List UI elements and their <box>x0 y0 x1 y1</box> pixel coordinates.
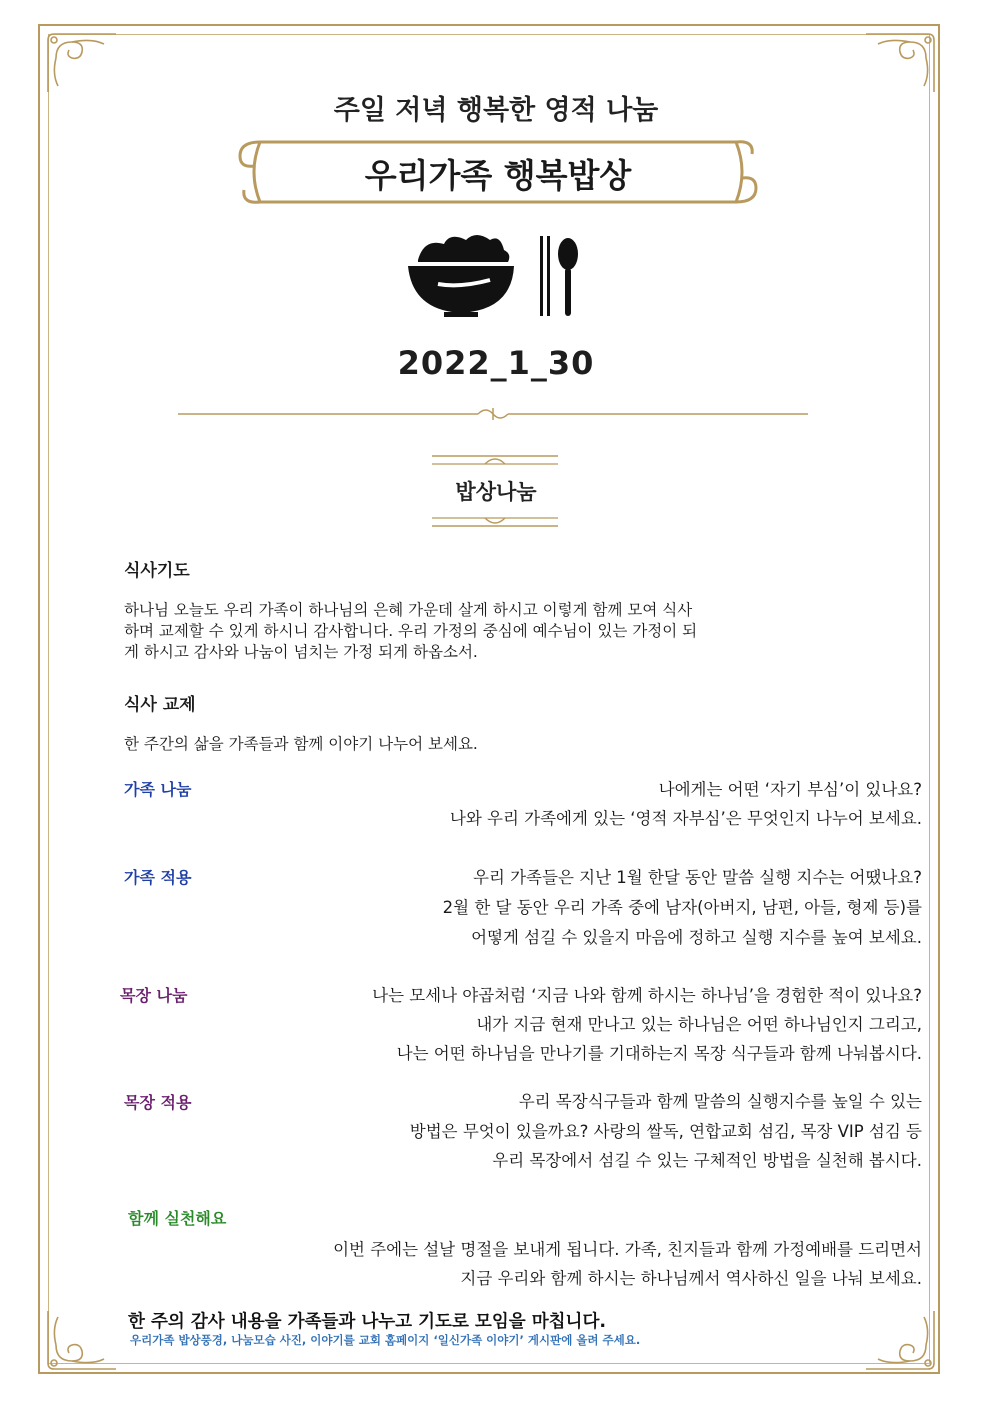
cell-apply-line: 우리 목장식구들과 함께 말씀의 실행지수를 높일 수 있는 <box>518 1092 922 1111</box>
chopsticks-icon <box>540 236 550 316</box>
corner-ornament-icon <box>42 1305 122 1375</box>
family-apply-line: 우리 가족들은 지난 1월 한달 동안 말씀 실행 지수는 어땠나요? <box>473 868 922 887</box>
footer-note: 우리가족 밥상풍경, 나눔모습 사진, 이야기를 교회 홈페이지 ‘일신가족 이야기’ 게시판에 올려 주세요. <box>130 1333 641 1347</box>
family-share-line: 나에게는 어떤 ‘자기 부심’이 있나요? <box>658 780 922 799</box>
prayer-line: 하며 교제할 수 있게 하시니 감사합니다. 우리 가정의 중심에 예수님이 있는 가정이 되 <box>124 622 698 640</box>
prayer-text <box>124 600 869 663</box>
family-share-line: 나와 우리 가족에게 있는 ‘영적 자부심’은 무엇인지 나누어 보세요. <box>449 809 922 828</box>
family-apply-label: 가족 적용 <box>124 868 192 887</box>
divider-ornament-icon <box>430 452 560 468</box>
prayer-heading: 식사기도 <box>124 561 190 581</box>
practice-line: 이번 주에는 설날 명절을 보내게 됩니다. 가족, 친지들과 함께 가정예배를 드리면서 <box>333 1240 922 1259</box>
cell-share-label: 목장 나눔 <box>120 986 188 1005</box>
fellowship-intro: 한 주간의 삶을 가족들과 함께 이야기 나누어 보세요. <box>124 735 478 753</box>
spoon-icon <box>558 238 578 316</box>
corner-ornament-icon <box>860 1305 940 1375</box>
divider-ornament-icon <box>430 514 560 530</box>
cell-share-line: 나는 모세나 야곱처럼 ‘지금 나와 함께 하시는 하나님’을 경험한 적이 있나요? <box>372 986 922 1005</box>
page-title: 우리가족 행복밥상 <box>364 156 632 195</box>
cell-share-line: 나는 어떤 하나님을 만나기를 기대하는지 목장 식구들과 함께 나눠봅시다. <box>396 1044 922 1063</box>
fellowship-heading: 식사 교제 <box>124 695 196 715</box>
cell-apply-line: 우리 목장에서 섬길 수 있는 구체적인 방법을 실천해 봅시다. <box>492 1151 922 1170</box>
prayer-line: 하나님 오늘도 우리 가족이 하나님의 은혜 가운데 살게 하시고 이렇게 함께 모여 식사 <box>124 601 693 619</box>
section-title: 밥상나눔 <box>455 480 537 504</box>
family-apply-line: 어떻게 섬길 수 있을지 마음에 정하고 실행 지수를 높여 보세요. <box>471 928 922 947</box>
cell-apply-line: 방법은 무엇이 있을까요? 사랑의 쌀독, 연합교회 섬김, 목장 VIP 섬김 등 <box>409 1122 922 1141</box>
cell-apply-label: 목장 적용 <box>124 1093 192 1112</box>
practice-line: 지금 우리와 함께 하시는 하나님께서 역사하신 일을 나눠 보세요. <box>460 1269 922 1288</box>
page-subtitle: 주일 저녁 행복한 영적 나눔 <box>333 95 659 126</box>
cell-share-line: 내가 지금 현재 만나고 있는 하나님은 어떤 하나님인지 그리고, <box>476 1015 922 1034</box>
date-text: 2022_1_30 <box>397 344 595 382</box>
rice-bowl-icon <box>404 232 586 322</box>
closing-text: 한 주의 감사 내용을 가족들과 나누고 기도로 모임을 마칩니다. <box>128 1312 607 1332</box>
family-apply-line: 2월 한 달 동안 우리 가족 중에 남자(아버지, 남편, 아들, 형제 등)를 <box>442 898 922 917</box>
practice-label: 함께 실천해요 <box>128 1209 227 1228</box>
prayer-line: 게 하시고 감사와 나눔이 넘치는 가정 되게 하옵소서. <box>124 643 478 661</box>
family-share-label: 가족 나눔 <box>124 780 192 799</box>
divider-ornament-icon <box>178 402 808 426</box>
